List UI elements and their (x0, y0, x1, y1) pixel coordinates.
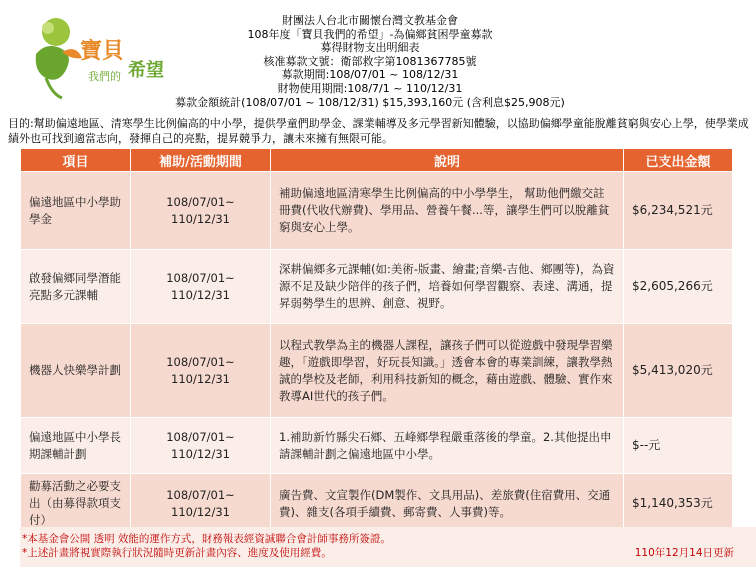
table-row (21, 474, 733, 534)
amount-cell: $1,140,353元 (624, 474, 733, 534)
period-cell: 108/07/01~ 110/12/31 (131, 418, 271, 474)
item-cell: 勸募活動之必要支出（由募得款項支付） (21, 474, 131, 534)
item-cell: 偏遠地區中小學長期課輔計劃 (21, 418, 131, 474)
last-updated-date: 110年12月14日更新 (634, 547, 734, 559)
amount-cell: $6,234,521元 (624, 172, 733, 250)
logo-text-sub: 我們的 (88, 70, 121, 83)
item-cell: 機器人快樂學計劃 (21, 324, 131, 418)
usage-period: 財物使用期間:108/7/1 ~ 110/12/31 (277, 81, 463, 95)
description-cell: 廣告費、文宣製作(DM製作、文具用品)、差旅費(住宿費用、交通費)、雜支(各項手續費、郵寄費、人事費)等。 (271, 474, 624, 534)
total-amount: 募款金額統計(108/07/01 ~ 108/12/31) $15,393,160元 (含利息$25,908元) (175, 95, 565, 109)
org-name: 財團法人台北市關懷台灣文教基金會 (282, 14, 458, 27)
footer-notes (22, 532, 734, 560)
expenditure-table (20, 148, 733, 534)
period-cell: 108/07/01~ 110/12/31 (131, 172, 271, 250)
item-cell: 偏遠地區中小學助學金 (21, 172, 131, 250)
logo-text-main: 寶貝 (80, 39, 125, 64)
description-cell: 1.補助新竹縣尖石鄉、五峰鄉學程嚴重落後的學童。2.其他提出申請課輔計劃之偏遠地區中小學。 (271, 418, 624, 474)
table-row (21, 250, 733, 324)
description-cell: 以程式教學為主的機器人課程，讓孩子們可以從遊戲中發現學習樂趣，「遊戲即學習，好玩長知識。」透會本會的專業訓練，讓教學熱誠的學校及老師，利用科技新知的概念，藉由遊戲、體驗、實作來教導AI世代的孩子們。 (271, 324, 624, 418)
logo-text-hope: 希望 (128, 60, 164, 81)
fundraising-period: 募款期間:108/07/01 ~ 108/12/31 (281, 68, 459, 82)
table-row (21, 172, 733, 250)
document-header (160, 14, 580, 109)
purpose-text: 目的:幫助偏遠地區、清寒學生比例偏高的中小學，提供學童們助學金、課業輔導及多元學習新知體驗，以協助偏鄉學童能脫離貧窮與安心上學，使學業成績外也可找到適當志向，發揮自己的亮點，提昇競爭力，讓未來擁有無限可能。 (8, 117, 749, 145)
amount-cell: $2,605,266元 (624, 250, 733, 324)
header-description: 說明 (271, 149, 624, 172)
amount-cell: $--元 (624, 418, 733, 474)
period-cell: 108/07/01~ 110/12/31 (131, 324, 271, 418)
footer-note-plan: *上述計畫將視實際執行狀況隨時更新計畫內容、進度及使用經費。 (22, 547, 332, 559)
child-figure-icon (36, 18, 82, 98)
table-header-row (21, 149, 733, 172)
campaign-title: 108年度「寶貝我們的希望」-為偏鄉貧困學童募款 (247, 27, 493, 41)
header-item: 項目 (21, 149, 131, 172)
document-title: 募得財物支出明細表 (320, 41, 420, 55)
table-row (21, 324, 733, 418)
table-row (21, 418, 733, 474)
description-cell: 補助偏遠地區清寒學生比例偏高的中小學學生， 幫助他們繳交註冊費(代收代辦費)、學用品、營養午餐...等，讓學生們可以脫離貧窮與安心上學。 (271, 172, 624, 250)
period-cell: 108/07/01~ 110/12/31 (131, 474, 271, 534)
footer-note-update-line (22, 546, 734, 560)
approval-number: 核准募款文號：衛部救字第1081367785號 (263, 54, 477, 68)
header-period: 補助/活動期間 (131, 149, 271, 172)
footer-note-audit: *本基金會公開 透明 效能的運作方式，財務報表經資誠聯合會計師事務所簽證。 (22, 533, 391, 545)
amount-cell: $5,413,020元 (624, 324, 733, 418)
header-amount: 已支出金額 (624, 149, 733, 172)
description-cell: 深耕偏鄉多元課輔(如:美術-版畫、繪畫;音樂-吉他、鄉團等)，為資源不足及缺少陪伴的孩子們，培養如何學習觀察、表達、溝通，提昇弱勢學生的思辨、創意、視野。 (271, 250, 624, 324)
period-cell: 108/07/01~ 110/12/31 (131, 250, 271, 324)
item-cell: 啟發偏鄉同學潛能亮點多元課輔 (21, 250, 131, 324)
